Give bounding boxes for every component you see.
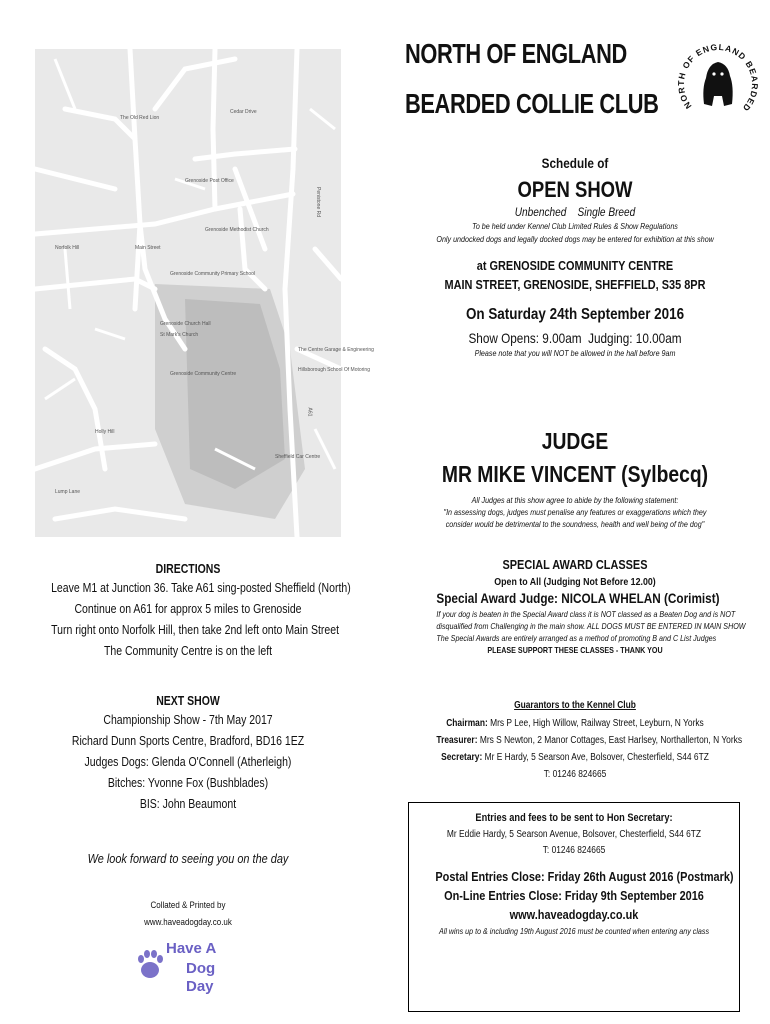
- map-label: A61: [306, 407, 313, 417]
- collated-url: www.haveadogday.co.uk: [144, 917, 232, 928]
- guarantor-role: Chairman:: [446, 718, 488, 729]
- next-show-line: Richard Dunn Sports Centre, Bradford, BD16 1EZ: [71, 734, 305, 748]
- judge-section: [410, 428, 740, 530]
- judge-name: MR MIKE VINCENT (Sylbecq): [441, 461, 709, 487]
- map-label: Lump Lane: [55, 489, 81, 495]
- map-label: Sheffield Car Centre: [275, 454, 321, 460]
- map-label: The Old Red Lion: [120, 115, 160, 121]
- schedule-of: Schedule of: [541, 155, 609, 171]
- special-support: PLEASE SUPPORT THESE CLASSES - THANK YOU: [487, 645, 663, 655]
- directions-section: [25, 562, 351, 662]
- map-label: The Centre Garage & Engineering: [298, 347, 374, 353]
- guarantors-tel: T: 01246 824665: [543, 769, 607, 780]
- show-details: [410, 155, 740, 358]
- hall-note: Please note that you will NOT be allowed in the hall before 9am: [474, 348, 676, 358]
- map-roads: [35, 49, 341, 537]
- map-label: Penistone Rd: [315, 186, 322, 218]
- logo-text-line1: Have A: [166, 940, 217, 957]
- judge-statement-line: All Judges at this show agree to abide by the following statement:: [471, 495, 679, 505]
- rules-text: To be held under Kennel Club Limited Rules & Show Regulations: [472, 221, 678, 231]
- map-label: Norfolk Hill: [55, 245, 80, 251]
- next-show-heading: NEXT SHOW: [156, 694, 220, 708]
- entries-heading: Entries and fees to be sent to Hon Secretary:: [475, 812, 673, 824]
- map-label: St Mark's Church: [160, 332, 199, 338]
- map-label: Grenoside Church Hall: [160, 321, 211, 327]
- guarantor-text: Mr E Hardy, 5 Searson Ave, Bolsover, Chesterfield, S44 6TZ: [484, 752, 709, 763]
- club-badge: [678, 26, 758, 136]
- entries-url[interactable]: www.haveadogday.co.uk: [509, 907, 639, 922]
- show-format: [436, 205, 713, 219]
- guarantor-row: [436, 715, 713, 732]
- map-label: Grenoside Post Office: [185, 178, 234, 184]
- unbenched-text: Unbenched: [514, 205, 567, 219]
- map-label: Main Street: [135, 245, 161, 251]
- guarantor-text: Mrs P Lee, High Willow, Railway Street, Leyburn, N Yorks: [490, 718, 704, 729]
- next-show-line: Judges Dogs: Glenda O'Connell (Atherleigh): [84, 755, 292, 769]
- judge-statement-line: "In assessing dogs, judges must penalise any features or exaggerations which they: [443, 507, 707, 517]
- map-label: Holly Hill: [95, 429, 115, 435]
- judge-statement-line: consider would be detrimental to the soundness, health and well being of the dog": [445, 519, 705, 529]
- forward-message: We look forward to seeing you on the day: [87, 851, 289, 866]
- wins-note: All wins up to & including 19th August 2016 must be counted when entering any class: [438, 926, 710, 936]
- guarantor-role: Secretary:: [441, 752, 483, 763]
- special-note: disqualified from Challenging in the main show. ALL DOGS MUST BE ENTERED IN MAIN SHOW: [436, 621, 746, 631]
- printer-credit: [25, 897, 351, 931]
- directions-heading: DIRECTIONS: [155, 562, 221, 576]
- directions-line: Continue on A61 for approx 5 miles to Grenoside: [74, 602, 302, 616]
- logo-text-line2: Dog Day: [186, 960, 216, 995]
- venue-line2: MAIN STREET, GRENOSIDE, SHEFFIELD, S35 8PR: [444, 277, 706, 292]
- club-title: [405, 38, 680, 120]
- show-type: OPEN SHOW: [517, 177, 633, 202]
- have-a-dog-day-logo: [136, 940, 246, 995]
- directions-line: Turn right onto Norfolk Hill, then take 2nd left onto Main Street: [51, 623, 340, 637]
- map-label: Hillsborough School Of Motoring: [298, 367, 370, 373]
- special-judge: Special Award Judge: NICOLA WHELAN (Corimist): [436, 590, 720, 606]
- postal-close: Postal Entries Close: Friday 26th August 2016 (Postmark): [435, 869, 734, 884]
- guarantors-section: [410, 700, 743, 783]
- map-label: Grenoside Community Centre: [170, 371, 237, 377]
- location-map: [35, 49, 374, 537]
- directions-line: Leave M1 at Junction 36. Take A61 sing-posted Sheffield (North): [51, 581, 351, 595]
- guarantor-role: Treasurer:: [436, 735, 478, 746]
- next-show-line: Championship Show - 7th May 2017: [103, 713, 273, 727]
- club-title-line2: BEARDED COLLIE CLUB: [405, 88, 659, 119]
- special-heading: SPECIAL AWARD CLASSES: [502, 557, 648, 572]
- map-label: Grenoside Methodist Church: [205, 227, 269, 233]
- special-award-section: [410, 557, 746, 656]
- map-label: Cedar Drive: [230, 109, 257, 115]
- badge-emblem: [678, 26, 758, 136]
- show-date: On Saturday 24th September 2016: [465, 306, 685, 323]
- venue-line1: at GRENOSIDE COMMUNITY CENTRE: [476, 258, 674, 273]
- judge-heading: JUDGE: [541, 428, 609, 454]
- special-open-to: Open to All (Judging Not Before 12.00): [494, 576, 656, 588]
- guarantor-row: [436, 732, 743, 749]
- special-note: If your dog is beaten in the Special Award class it is NOT classed as a Beaten Dog and is NOT: [436, 609, 736, 619]
- entries-address: Mr Eddie Hardy, 5 Searson Avenue, Bolsover, Chesterfield, S44 6TZ: [446, 829, 702, 840]
- next-show-line: Bitches: Yvonne Fox (Bushblades): [107, 776, 269, 790]
- collated-text: Collated & Printed by: [150, 900, 226, 911]
- guarantors-heading: Guarantors to the Kennel Club: [514, 700, 636, 711]
- single-breed-text: Single Breed: [577, 205, 636, 219]
- docking-text: Only undocked dogs and legally docked dogs may be entered for exhibition at this show: [436, 234, 714, 244]
- next-show-line: BIS: John Beaumont: [139, 797, 237, 811]
- special-note: The Special Awards are entirely arranged as a method of promoting B and C List Judges: [436, 633, 717, 643]
- guarantor-text: Mrs S Newton, 2 Manor Cottages, East Harlsey, Northallerton, N Yorks: [479, 735, 743, 746]
- next-show-section: [25, 694, 351, 815]
- badge-text: NO OF ENGLAND BE ED: [678, 41, 758, 114]
- entries-box: [408, 802, 740, 1012]
- guarantor-row: [436, 749, 713, 766]
- entries-tel: T: 01246 824665: [542, 845, 606, 856]
- club-title-line1: NORTH OF ENGLAND: [405, 38, 627, 69]
- paw-icon: [136, 940, 164, 984]
- online-close: On-Line Entries Close: Friday 9th September 2016: [444, 888, 704, 903]
- show-times: Show Opens: 9.00am Judging: 10.00am: [468, 330, 682, 346]
- map-label: Grenoside Community Primary School: [170, 271, 256, 277]
- directions-line: The Community Centre is on the left: [103, 644, 273, 658]
